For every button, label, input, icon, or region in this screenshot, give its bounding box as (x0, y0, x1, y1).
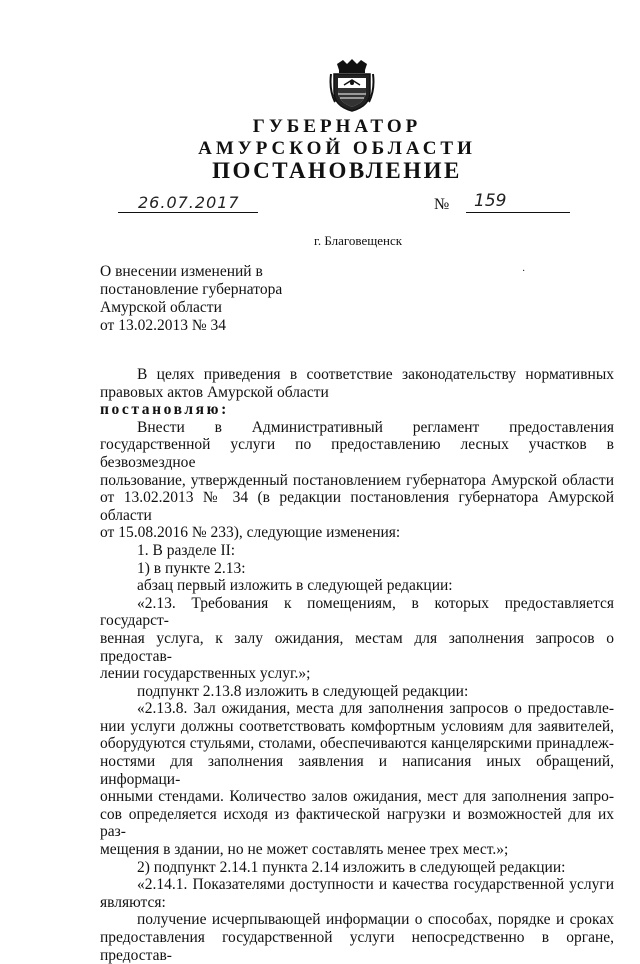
decree-body (100, 366, 614, 964)
body-line: государственной услуги по предоставлению лесных участков в безвозмездное (100, 436, 614, 471)
body-line: пользование, утвержденный постановлением губернатора Амурской области (100, 471, 614, 489)
subject-line: Амурской области (100, 299, 222, 316)
body-line: ностями для заполнения заявления и написания иных обращений, информаци- (100, 753, 614, 788)
body-line: венная услуга, к залу ожидания, местам для заполнения запросов о предостав- (100, 629, 614, 665)
body-line: от 13.02.2013 № 34 (в редакции постановления губернатора Амурской области (100, 489, 614, 524)
number-sign: № (434, 196, 450, 213)
decree-word: постановляю: (100, 401, 229, 419)
body-line: получение исчерпывающей информации о способах, порядке и сроках (137, 911, 614, 929)
body-line: от 15.08.2016 № 233), следующие изменения: (100, 524, 401, 542)
body-line: «2.13. Требования к помещениям, в которых предоставляется государст- (100, 594, 614, 630)
body-line: 1. В разделе II: (137, 541, 236, 559)
body-line: оборудуются стульями, столами, обеспечиваются канцелярскими принадлеж- (100, 735, 614, 753)
body-line: лении государственных услуг.»; (100, 665, 311, 683)
subject-line: постановление губернатора (100, 281, 283, 298)
body-line: абзац первый изложить в следующей редакции: (137, 577, 453, 595)
city: г. Благовещенск (314, 233, 403, 248)
body-line: нии услуги должны соответствовать комфортным условиям для заявителей, (100, 717, 614, 735)
coat-of-arms-icon (329, 58, 375, 112)
body-line: правовых актов Амурской области (100, 383, 329, 401)
body-line: онными стендами. Количество залов ожидания, мест для заполнения запро- (100, 788, 614, 806)
body-line: «2.14.1. Показателями доступности и качества государственной услуги (137, 876, 614, 894)
body-line: мещения в здании, но не может составлять менее трех мест.»; (100, 841, 509, 859)
body-line: 1) в пункте 2.13: (137, 559, 246, 577)
body-line: являются: (100, 893, 166, 911)
body-line: В целях приведения в соответствие законодательству нормативных (137, 366, 614, 383)
body-line: подпункт 2.13.8 изложить в следующей редакции: (137, 682, 469, 700)
scan-speck: · (522, 266, 526, 277)
title-region: АМУРСКОЙ ОБЛАСТИ (198, 138, 476, 159)
subject-block (100, 263, 360, 335)
body-line: 2) подпункт 2.14.1 пункта 2.14 изложить в следующей редакции: (137, 858, 566, 876)
body-line: Внести в Административный регламент предоставления (137, 418, 614, 436)
decree-date: 26.07.2017 (138, 193, 240, 212)
title-governor: ГУБЕРНАТОР (252, 116, 422, 137)
decree-number: 159 (474, 191, 507, 211)
body-line: сов определяется исходя из фактической нагрузки и возможностей для их раз- (100, 805, 614, 841)
title-decree: ПОСТАНОВЛЕНИЕ (212, 158, 462, 183)
body-line: «2.13.8. Зал ожидания, места для заполнения запросов о предоставле- (137, 700, 614, 718)
subject-line: О внесении изменений в (100, 263, 263, 280)
subject-line: от 13.02.2013 № 34 (100, 317, 226, 334)
body-line: предоставления государственной услуги непосредственно в органе, предостав- (100, 929, 614, 964)
